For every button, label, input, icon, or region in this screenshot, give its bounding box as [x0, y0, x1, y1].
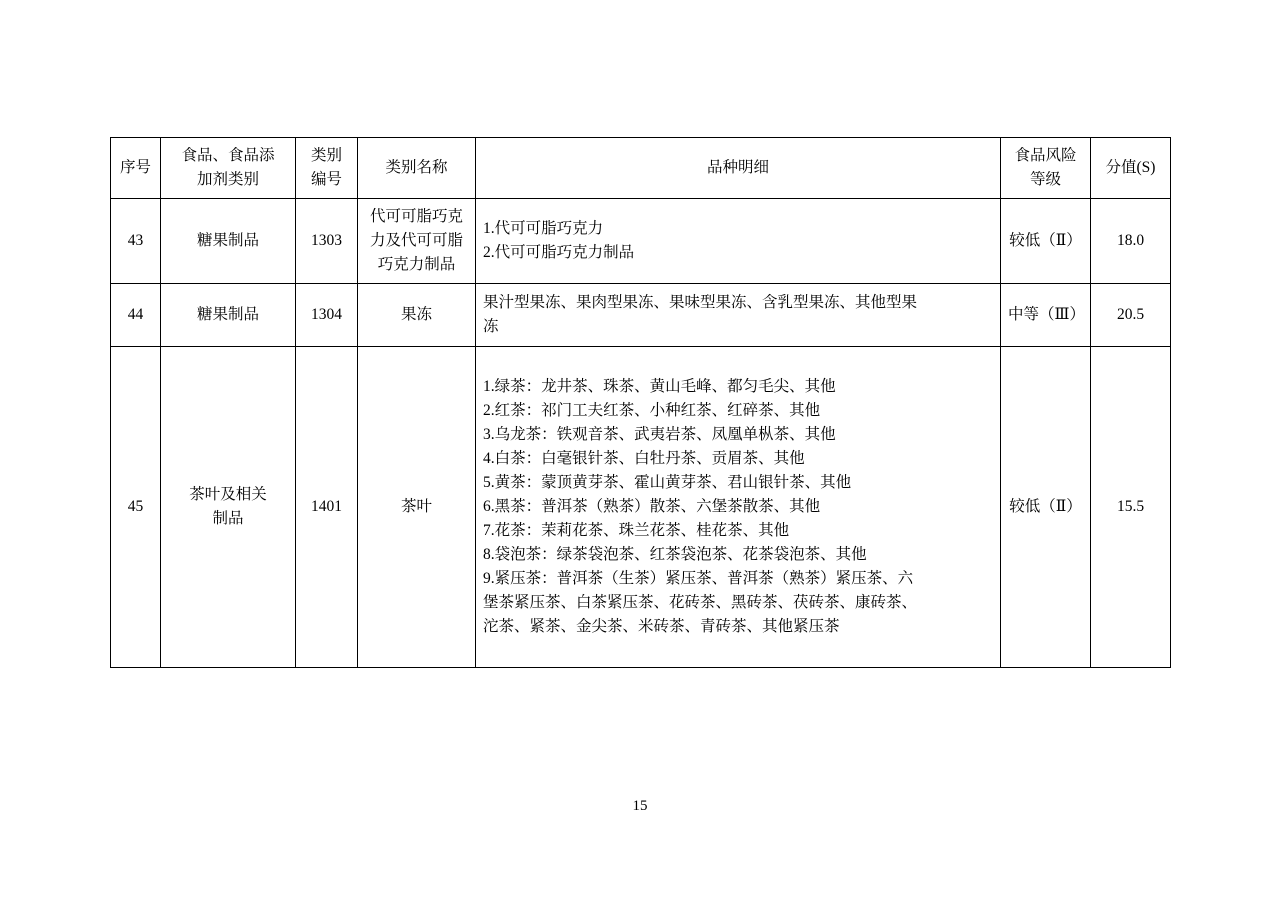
cell-score: 18.0 — [1091, 199, 1171, 284]
detail-line: 1.绿茶：龙井茶、珠茶、黄山毛峰、都匀毛尖、其他 — [483, 377, 836, 395]
detail-line: 果汁型果冻、果肉型果冻、果味型果冻、含乳型果冻、其他型果 — [483, 294, 918, 312]
cell-code: 1303 — [296, 199, 358, 284]
detail-line: 9.紧压茶：普洱茶（生茶）紧压茶、普洱茶（熟茶）紧压茶、六 — [483, 570, 914, 588]
table-row — [111, 199, 1171, 284]
header-cell-seq — [111, 138, 161, 199]
cell-name — [358, 284, 476, 347]
page-number: 15 — [632, 798, 648, 814]
cell-name — [358, 347, 476, 668]
cell-code: 1401 — [296, 347, 358, 668]
cell-name — [358, 199, 476, 284]
detail-line: 冻 — [483, 318, 499, 336]
detail-line: 2.红茶：祁门工夫红茶、小种红茶、红碎茶、其他 — [483, 402, 821, 419]
cell-detail — [476, 284, 1001, 347]
cell-seq: 45 — [111, 347, 161, 668]
cell-seq: 44 — [111, 284, 161, 347]
header-cell-name — [358, 138, 476, 199]
detail-line: 沱茶、紧茶、金尖茶、米砖茶、青砖茶、其他紧压茶 — [483, 618, 840, 636]
header-label-code-line2: 编号 — [310, 171, 342, 189]
cell-detail — [476, 347, 1001, 668]
header-label-category-line1: 食品、食品添 — [181, 147, 275, 164]
cell-category: 糖果制品 — [161, 199, 296, 284]
table-row — [111, 284, 1171, 347]
table-header — [111, 138, 1171, 199]
cell-score: 20.5 — [1091, 284, 1171, 347]
cell-score: 15.5 — [1091, 347, 1171, 668]
header-label-category-line2: 加剂类别 — [196, 171, 259, 189]
table-row — [111, 347, 1171, 668]
header-label-detail: 品种明细 — [706, 159, 769, 176]
food-category-table-container — [110, 137, 1170, 668]
cell-risk: 中等（Ⅲ） — [1001, 284, 1091, 347]
header-cell-risk — [1001, 138, 1091, 199]
table-body — [111, 199, 1171, 668]
header-cell-code — [296, 138, 358, 199]
cell-risk: 较低（Ⅱ） — [1001, 347, 1091, 668]
cell-name-line: 代可可脂巧克 — [369, 208, 463, 226]
header-cell-score — [1091, 138, 1171, 199]
cell-name-line: 茶叶 — [400, 498, 432, 516]
detail-line: 4.白茶：白毫银针茶、白牡丹茶、贡眉茶、其他 — [483, 450, 805, 468]
header-label-seq: 序号 — [119, 159, 151, 176]
detail-line: 8.袋泡茶：绿茶袋泡茶、红茶袋泡茶、花茶袋泡茶、其他 — [483, 546, 867, 564]
cell-seq: 43 — [111, 199, 161, 284]
header-cell-category — [161, 138, 296, 199]
header-label-code-line1: 类别 — [310, 147, 342, 164]
cell-name-line: 力及代可可脂 — [369, 232, 463, 250]
header-label-name: 类别名称 — [385, 159, 448, 176]
detail-line: 堡茶紧压茶、白茶紧压茶、花砖茶、黑砖茶、茯砖茶、康砖茶、 — [483, 594, 918, 612]
cell-name-line: 巧克力制品 — [377, 256, 456, 274]
header-label-risk-line1: 食品风险 — [1014, 147, 1077, 164]
header-label-score: 分值(S) — [1105, 159, 1156, 176]
food-category-table — [110, 137, 1171, 668]
cell-category-line: 制品 — [212, 510, 244, 528]
detail-line: 3.乌龙茶：铁观音茶、武夷岩茶、凤凰单枞茶、其他 — [483, 426, 836, 444]
cell-category-line: 茶叶及相关 — [189, 486, 267, 504]
detail-line: 2.代可可脂巧克力制品 — [483, 244, 635, 262]
cell-detail — [476, 199, 1001, 284]
header-label-risk-line2: 等级 — [1029, 171, 1061, 189]
detail-line: 6.黑茶：普洱茶（熟茶）散茶、六堡茶散茶、其他 — [483, 498, 821, 516]
table-header-row — [111, 138, 1171, 199]
header-cell-detail — [476, 138, 1001, 199]
cell-category — [161, 347, 296, 668]
cell-risk: 较低（Ⅱ） — [1001, 199, 1091, 284]
detail-line: 1.代可可脂巧克力 — [483, 220, 604, 238]
detail-line: 5.黄茶：蒙顶黄芽茶、霍山黄芽茶、君山银针茶、其他 — [483, 474, 852, 492]
detail-line: 7.花茶：茉莉花茶、珠兰花茶、桂花茶、其他 — [483, 522, 790, 540]
cell-name-line: 果冻 — [400, 306, 432, 324]
cell-code: 1304 — [296, 284, 358, 347]
cell-category: 糖果制品 — [161, 284, 296, 347]
